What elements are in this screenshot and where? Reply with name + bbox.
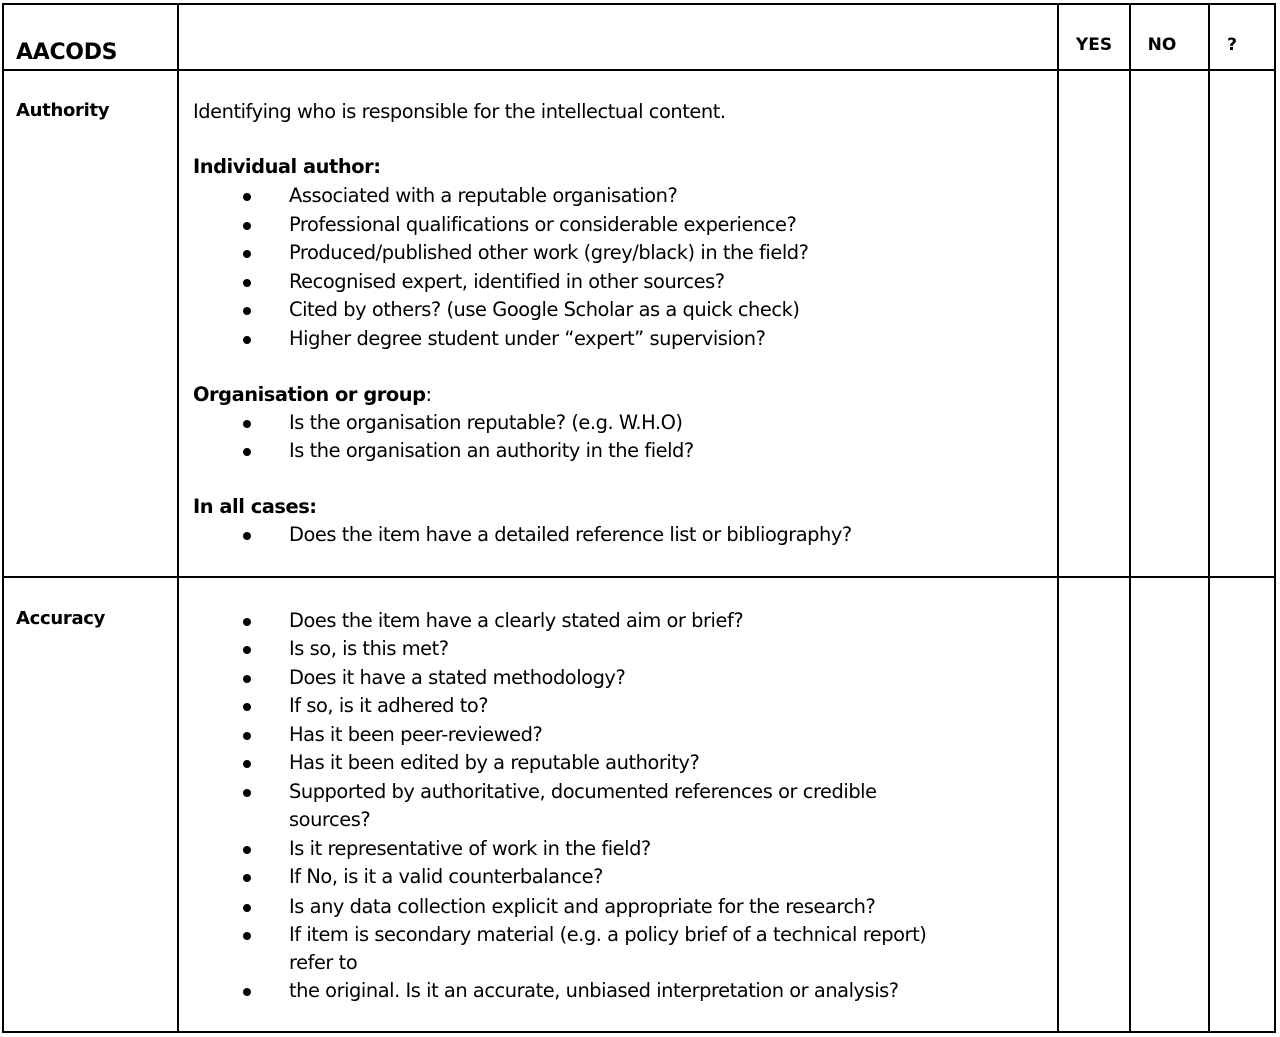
bullet <box>243 932 251 940</box>
bullet <box>243 222 251 230</box>
header-divider <box>2 69 1276 71</box>
bullet <box>243 904 251 912</box>
header-yes: YES <box>1075 35 1113 55</box>
bullet <box>243 307 251 315</box>
bullet <box>243 874 251 882</box>
bullet <box>243 193 251 201</box>
list-item: If so, is it adhered to? <box>289 694 489 717</box>
header-no: NO <box>1147 35 1177 55</box>
list-item: Recognised expert, identified in other sources? <box>289 270 725 293</box>
bullet <box>243 760 251 768</box>
bullet <box>243 675 251 683</box>
bullet <box>243 448 251 456</box>
bullet <box>243 250 251 258</box>
bullet <box>243 420 251 428</box>
list-item: If No, is it a valid counterbalance? <box>289 865 603 888</box>
list-item: Supported by authoritative, documented references or credible <box>289 780 877 803</box>
list-item: Is any data collection explicit and appropriate for the research? <box>289 895 876 918</box>
table-border-bottom <box>2 1031 1276 1033</box>
table-border-left <box>2 3 4 1033</box>
list-item-continuation: refer to <box>289 951 358 974</box>
organisation-heading-line <box>193 381 432 409</box>
list-item: Higher degree student under “expert” supervision? <box>289 327 766 350</box>
col-divider-yes <box>1057 3 1059 1033</box>
bullet <box>243 703 251 711</box>
header-unsure: ? <box>1227 35 1237 55</box>
list-item: Is so, is this met? <box>289 637 449 660</box>
bullet <box>243 789 251 797</box>
all-cases-heading: In all cases: <box>193 495 317 518</box>
criterion-authority-label: Authority <box>16 100 110 121</box>
table-border-right <box>1274 3 1276 1033</box>
table-border-top <box>2 3 1276 5</box>
list-item: Does the item have a detailed reference list or bibliography? <box>289 523 852 546</box>
list-item: Professional qualifications or considerable experience? <box>289 213 797 236</box>
list-item: Does it have a stated methodology? <box>289 666 626 689</box>
list-item: Does the item have a clearly stated aim or brief? <box>289 609 744 632</box>
organisation-heading: Organisation or group <box>193 383 426 406</box>
list-item: the original. Is it an accurate, unbiased interpretation or analysis? <box>289 979 899 1002</box>
list-item: Is the organisation reputable? (e.g. W.H.O) <box>289 411 683 434</box>
bullet <box>243 336 251 344</box>
list-item: Has it been edited by a reputable authority? <box>289 751 700 774</box>
list-item: Is it representative of work in the field? <box>289 837 651 860</box>
list-item-continuation: sources? <box>289 808 371 831</box>
row-divider <box>2 576 1276 578</box>
bullet <box>243 279 251 287</box>
list-item: Is the organisation an authority in the field? <box>289 439 694 462</box>
header-title: AACODS <box>16 40 118 65</box>
organisation-heading-colon: : <box>425 383 432 406</box>
bullet <box>243 988 251 996</box>
col-divider-no <box>1129 3 1131 1033</box>
col-divider-label <box>177 3 179 1033</box>
bullet <box>243 846 251 854</box>
criterion-accuracy-label: Accuracy <box>16 608 106 629</box>
bullet <box>243 646 251 654</box>
individual-author-heading: Individual author: <box>193 155 381 178</box>
list-item: Associated with a reputable organisation? <box>289 184 678 207</box>
list-item: If item is secondary material (e.g. a policy brief of a technical report) <box>289 923 927 946</box>
list-item: Cited by others? (use Google Scholar as a quick check) <box>289 298 800 321</box>
col-divider-unsure <box>1208 3 1210 1033</box>
bullet <box>243 532 251 540</box>
list-item: Has it been peer-reviewed? <box>289 723 543 746</box>
bullet <box>243 618 251 626</box>
bullet <box>243 732 251 740</box>
list-item: Produced/published other work (grey/black) in the field? <box>289 241 809 264</box>
authority-intro: Identifying who is responsible for the intellectual content. <box>193 100 726 123</box>
